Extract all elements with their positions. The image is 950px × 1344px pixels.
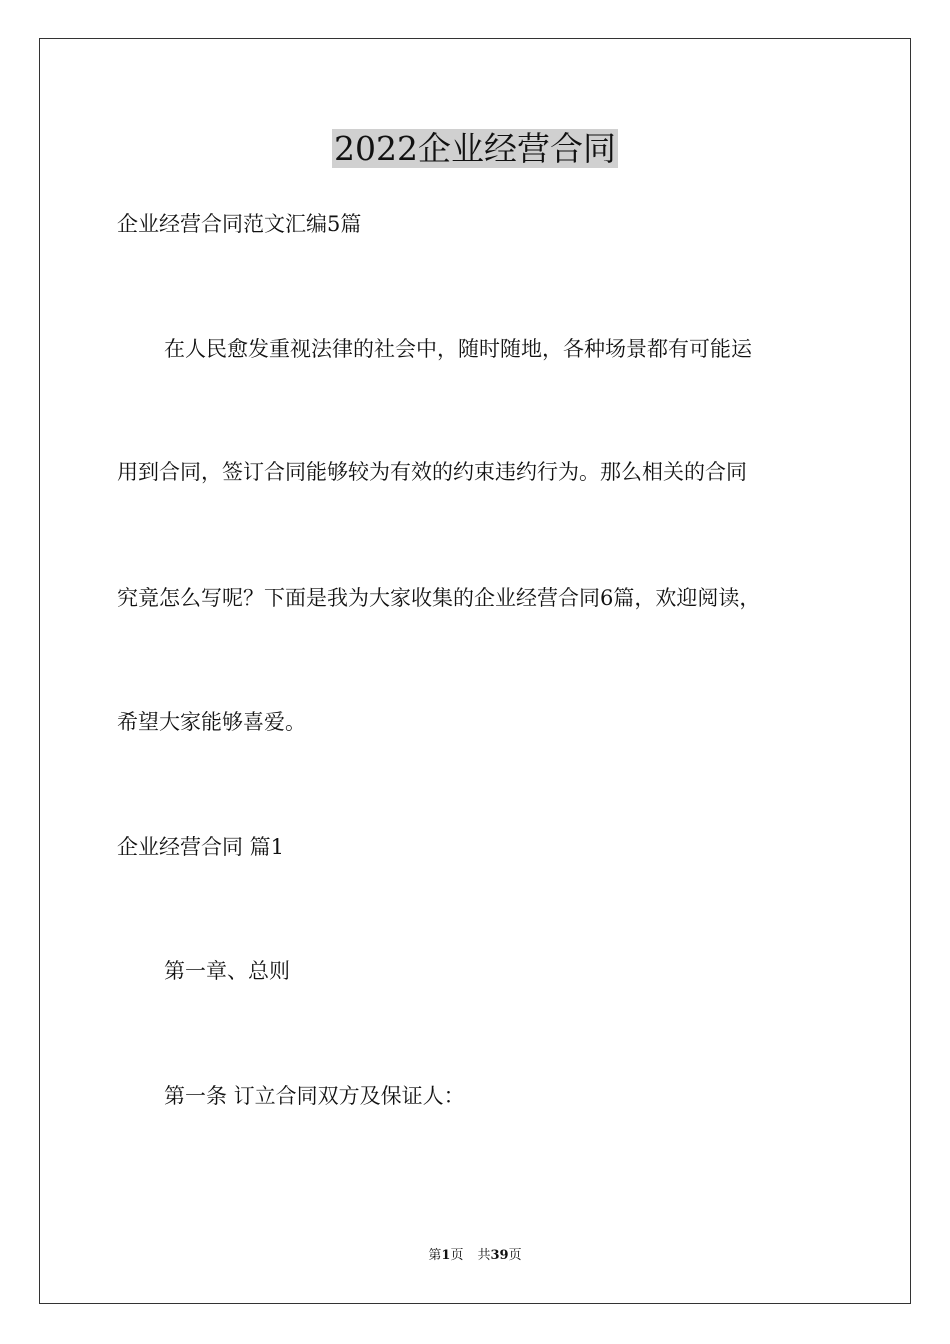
intro-line-3: 究竟怎么写呢？下面是我为大家收集的企业经营合同6篇，欢迎阅读，: [117, 586, 761, 610]
footer-total-prefix: 共: [477, 1248, 491, 1263]
article-line: 第一条 订立合同双方及保证人：: [164, 1084, 465, 1108]
section-heading: 企业经营合同 篇1: [117, 835, 285, 859]
footer-total-suffix: 页: [508, 1248, 522, 1263]
intro-line-2: 用到合同，签订合同能够较为有效的约束违约行为。那么相关的合同: [117, 460, 747, 484]
footer-page-suffix: 页: [450, 1248, 464, 1263]
footer-page-number: 1: [441, 1248, 451, 1263]
intro-line-1: 在人民愈发重视法律的社会中，随时随地，各种场景都有可能运: [164, 337, 752, 361]
document-subtitle: 企业经营合同范文汇编5篇: [117, 212, 362, 236]
footer-page-prefix: 第: [428, 1248, 442, 1263]
footer-total-pages: 39: [490, 1248, 509, 1263]
document-title-text: 2022企业经营合同: [334, 129, 616, 168]
intro-line-4: 希望大家能够喜爱。: [117, 710, 306, 734]
page-footer: [0, 1247, 950, 1265]
document-title: [0, 127, 950, 171]
chapter-heading: 第一章、总则: [164, 959, 290, 983]
